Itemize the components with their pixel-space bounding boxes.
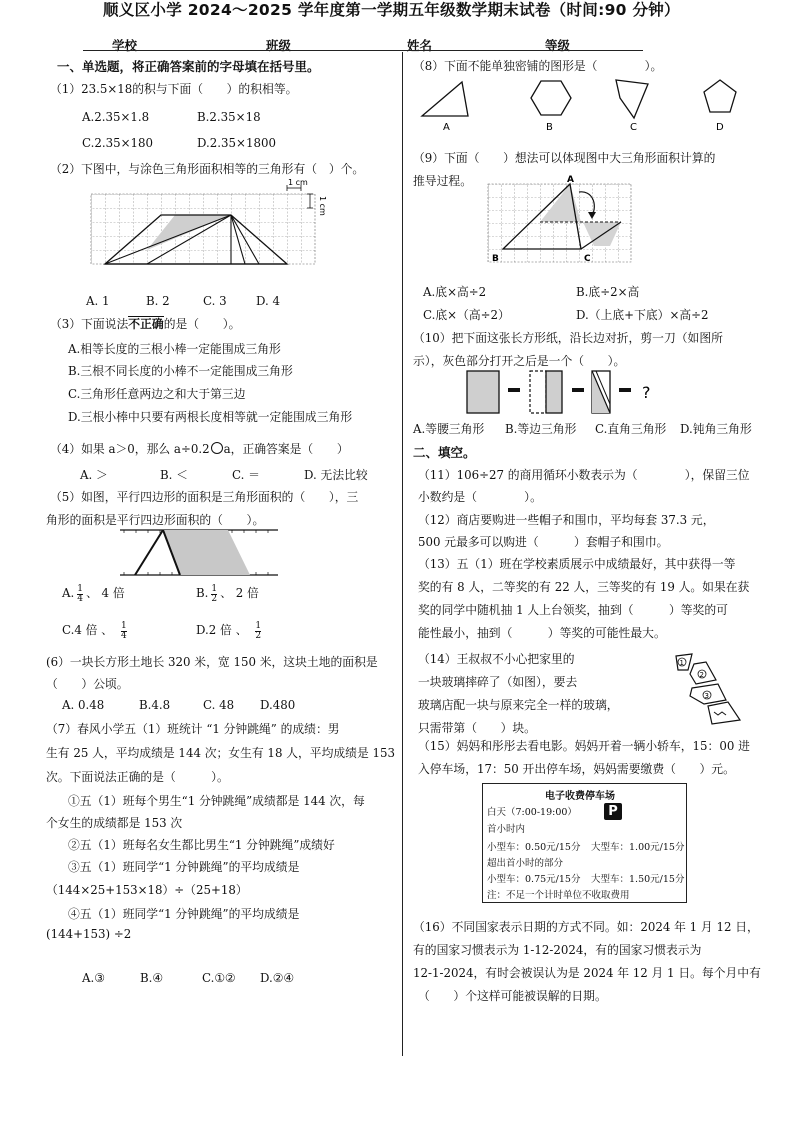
q7-line2: 生有 25 人，平均成绩是 144 次；女生有 18 人，平均成绩是 153 (46, 746, 396, 760)
q13-line2: 奖的有 8 人，二等奖的有 22 人，三等奖的有 19 人。如果在获 (418, 580, 750, 594)
q1-option-d: D.2.35×1800 (197, 136, 276, 150)
q7-option-b: B.④ (140, 971, 163, 985)
q4-option-a: A. ＞ (80, 468, 108, 482)
q7-option4-b: (144+153) ÷2 (46, 927, 132, 941)
shape-quadrilateral (616, 80, 648, 118)
q9-label-a: A (567, 175, 574, 185)
parking-note: 注：不足一个计时单位不收取费用 (487, 890, 630, 901)
q7-option1-a: ①五（1）班每个男生“1 分钟跳绳”成绩都是 144 次，每 (68, 794, 365, 808)
q14-line2: 一块玻璃摔碎了（如图），要去 (418, 675, 578, 689)
q3-stem: （3）下面说法不正确的是（ ）。 (50, 317, 241, 331)
section1-heading: 一、单选题，将正确答案前的字母填在括号里。 (57, 59, 320, 74)
q7-line1: （7）春风小学五（1）班统计 “1 分钟跳绳” 的成绩：男 (46, 722, 340, 736)
q4-stem: （4）如果 a＞0，那么 a÷0.2 a，正确答案是（ ） (50, 442, 349, 456)
q9-label-c: C (584, 254, 591, 264)
q14-line4: 只需带第（ ）块。 (418, 721, 536, 735)
q2-scale-h: 1 cm (288, 178, 308, 187)
parking-large2: 大型车：1.50元/15分 (591, 874, 685, 885)
parking-small1: 小型车：0.50元/15分 (487, 842, 581, 853)
q7-line3: 次。下面说法正确的是（ ）。 (46, 770, 229, 784)
q6-line2: （ ）公顷。 (46, 677, 129, 691)
q16-line1: （16）不同国家表示日期的方式不同。如：2024 年 1 月 12 日， (413, 920, 759, 934)
q14-line1: （14）王叔叔不小心把家里的 (418, 652, 575, 666)
parking-first-hour: 首小时内 (487, 824, 526, 835)
parking-p-icon: P (604, 803, 622, 820)
q1-option-b: B.2.35×18 (197, 110, 261, 124)
parking-over-hour: 超出首小时的部分 (487, 858, 564, 869)
q11-line2: 小数约是（ ）。 (418, 490, 542, 504)
q8-label-b: B (546, 122, 553, 133)
q6-option-a: A. 0.48 (62, 698, 105, 712)
q5-line2: 角形的面积是平行四边形面积的（ ）。 (46, 513, 265, 527)
q9-label-b: B (492, 254, 499, 264)
parking-fee-sign (482, 783, 687, 903)
q4-option-b: B. ＜ (160, 468, 188, 482)
q5-option-a: A. $\frac{1}{4}$ 、 4 倍 (62, 583, 125, 604)
q11-line1: （11）106÷27 的商用循环小数表示为（ ），保留三位 (418, 468, 750, 482)
q8-label-c: C (630, 122, 637, 133)
school-label: 学校 (112, 38, 138, 53)
q5-line1: （5）如图，平行四边形的面积是三角形面积的（ ），三 (50, 490, 359, 504)
exam-title: 顺义区小学 2024～2025 学年度第一学期五年级数学期末试卷（时间:90 分钟） (103, 1, 680, 19)
q16-line3: 12-1-2024，有时会被误认为是 2024 年 12 月 1 日。每个月中有 (413, 966, 761, 980)
q1-stem: （1）23.5×18的积与下面（ ）的积相等。 (50, 82, 298, 96)
q13-line3: 奖的同学中随机抽 1 人上台领奖，抽到（ ）等奖的可 (418, 603, 728, 617)
svg-text:2: 2 (699, 671, 704, 679)
q13-line1: （13）五（1）班在学校素质展示中成绩最好，其中获得一等 (418, 557, 736, 571)
q3-option-b: B.三根不同长度的小棒不一定能围成三角形 (68, 364, 293, 378)
q7-option3-a: ③五（1）班同学“1 分钟跳绳”的平均成绩是 (68, 860, 300, 874)
broken-glass-figure (666, 648, 746, 728)
q3-option-a: A.相等长度的三根小棒一定能围成三角形 (68, 342, 281, 356)
section2-heading: 二、填空。 (413, 445, 476, 460)
q10-option-b: B.等边三角形 (505, 422, 577, 436)
q7-option-c: C.①② (202, 971, 236, 985)
header-underline (83, 50, 643, 51)
q10-option-c: C.直角三角形 (595, 422, 667, 436)
q7-option2: ②五（1）班每名女生都比男生“1 分钟跳绳”成绩好 (68, 838, 335, 852)
q2-grid-figure (88, 176, 348, 276)
parking-title: 电子收费停车场 (545, 791, 615, 802)
shape-triangle (422, 82, 468, 116)
q10-option-a: A.等腰三角形 (413, 422, 485, 436)
shape-hexagon (531, 81, 571, 115)
q3-option-d: D.三根小棒中只要有两根长度相等就一定能围成三角形 (68, 410, 353, 424)
svg-text:1: 1 (679, 659, 684, 667)
q2-option-d: D. 4 (256, 294, 281, 308)
q7-option-d: D.②④ (260, 971, 294, 985)
q9-option-a: A.底×高÷2 (423, 285, 487, 299)
q8-shapes (412, 74, 752, 134)
parking-large1: 大型车：1.00元/15分 (591, 842, 685, 853)
q3-option-c: C.三角形任意两边之和大于第三边 (68, 387, 246, 401)
q9-option-b: B.底÷2×高 (576, 285, 640, 299)
parking-daytime: 白天（7:00-19:00） (487, 807, 577, 818)
q5-parallel-figure (118, 528, 280, 580)
svg-text:3: 3 (704, 692, 709, 700)
q9-option-c: C.底×（高÷2） (423, 308, 510, 322)
q12-line1: （12）商店要购进一些帽子和围巾，平均每套 37.3 元， (418, 513, 715, 527)
q6-line1: (6）一块长方形土地长 320 米，宽 150 米，这块土地的面积是 (46, 655, 378, 669)
q5-option-c: C.4 倍 、 $\frac{1}{4}$ (62, 620, 127, 641)
circle-blank-icon (211, 442, 223, 454)
q9-line2: 推导过程。 (413, 174, 472, 188)
shape-pentagon (704, 80, 736, 112)
q15-line2: 入停车场，17：50 开出停车场，妈妈需要缴费（ ）元。 (418, 762, 735, 776)
q2-stem: （2）下图中，与涂色三角形面积相等的三角形有（ ）个。 (50, 162, 365, 176)
q10-fold-figure (464, 368, 664, 416)
q9-grid-figure (482, 174, 642, 268)
q10-question-mark: ? (642, 383, 651, 402)
grade-label: 等级 (545, 38, 571, 53)
q15-line1: （15）妈妈和彤彤去看电影。妈妈开着一辆小轿车，15：00 进 (418, 739, 750, 753)
parking-small2: 小型车：0.75元/15分 (487, 874, 581, 885)
q16-line4: （ ）个这样可能被误解的日期。 (418, 989, 607, 1003)
q2-option-a: A. 1 (86, 294, 110, 308)
column-divider (402, 52, 403, 1056)
q7-option-a: A.③ (82, 971, 105, 985)
q4-option-c: C. ＝ (232, 468, 260, 482)
q4-option-d: D. 无法比较 (304, 468, 368, 482)
q3-emphasis: 不正确 (128, 317, 164, 331)
q6-option-b: B.4.8 (139, 698, 171, 712)
q10-line1: （10）把下面这张长方形纸，沿长边对折，剪一刀（如图所 (413, 331, 723, 345)
q7-option4-a: ④五（1）班同学“1 分钟跳绳”的平均成绩是 (68, 907, 300, 921)
q6-option-c: C. 48 (203, 698, 235, 712)
q5-option-b: B. $\frac{1}{2}$ 、 2 倍 (196, 583, 259, 604)
q2-scale-v: 1 cm (318, 196, 327, 216)
q8-label-d: D (716, 122, 724, 133)
q2-option-c: C. 3 (203, 294, 227, 308)
q2-option-b: B. 2 (146, 294, 170, 308)
q8-label-a: A (443, 122, 450, 133)
q9-line1: （9）下面（ ）想法可以体现图中大三角形面积计算的 (413, 151, 716, 165)
name-label: 姓名 (407, 38, 433, 53)
q13-line4: 能性最小，抽到（ ）等奖的可能性最大。 (418, 626, 666, 640)
q1-option-c: C.2.35×180 (82, 136, 154, 150)
q10-option-d: D.钝角三角形 (680, 422, 752, 436)
q1-option-a: A.2.35×1.8 (82, 110, 150, 124)
q10-line2: 示），灰色部分打开之后是一个（ ）。 (413, 354, 626, 368)
q16-line2: 有的国家习惯表示为 1-12-2024，有的国家习惯表示为 (413, 943, 702, 957)
q8-stem: （8）下面不能单独密铺的图形是（ ）。 (413, 59, 663, 73)
q6-option-d: D.480 (260, 698, 296, 712)
q9-option-d: D.（上底+下底）×高÷2 (576, 308, 709, 322)
class-label: 班级 (266, 38, 292, 53)
q14-line3: 玻璃店配一块与原来完全一样的玻璃， (418, 698, 619, 712)
q7-option3-b: （144×25+153×18）÷（25+18） (46, 883, 248, 897)
q7-option1-b: 个女生的成绩都是 153 次 (46, 816, 183, 830)
q5-option-d: D.2 倍 、 $\frac{1}{2}$ (196, 620, 262, 641)
q12-line2: 500 元最多可以购进（ ）套帽子和围巾。 (418, 535, 669, 549)
